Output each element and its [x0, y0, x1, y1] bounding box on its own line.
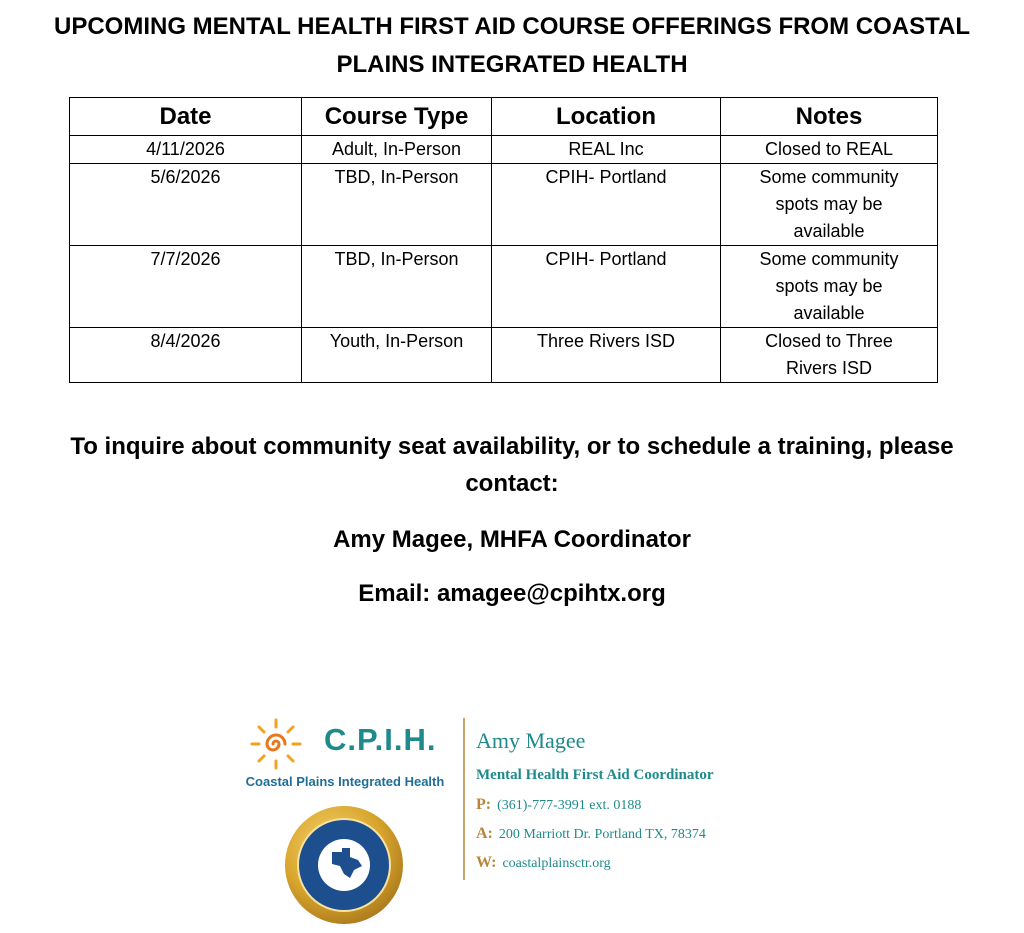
cpih-logo-text: C.P.I.H. — [324, 722, 437, 757]
cpih-logo-block — [236, 716, 454, 926]
cell-course-type: Youth, In-Person — [302, 328, 492, 383]
note-line: available — [793, 303, 865, 323]
cell-course-type: TBD, In-Person — [302, 246, 492, 328]
signature-contact — [476, 724, 713, 877]
coordinator-email[interactable]: Email: amagee@cpihtx.org — [358, 580, 666, 607]
signature-web — [476, 848, 713, 877]
header-notes: Notes — [721, 98, 938, 136]
ccbhc-seal-icon — [280, 804, 408, 926]
note-line: spots may be — [775, 276, 883, 296]
address-value: 200 Marriott Dr. Portland TX, 78374 — [498, 827, 706, 842]
sun-icon — [248, 716, 304, 772]
cpih-logo — [248, 716, 458, 772]
inquiry-line-1: To inquire about community seat availability, or to schedule a training, please — [70, 433, 954, 460]
cell-notes — [721, 328, 938, 383]
note-line: available — [793, 221, 865, 241]
cell-location: CPIH- Portland — [492, 246, 721, 328]
header-date: Date — [70, 98, 302, 136]
cell-course-type: TBD, In-Person — [302, 164, 492, 246]
coordinator-name: Amy Magee, MHFA Coordinator — [333, 526, 691, 553]
note-line: Closed to Three — [765, 331, 893, 351]
note-line: Some community — [759, 249, 899, 269]
cell-date: 4/11/2026 — [70, 136, 302, 164]
cell-date: 5/6/2026 — [70, 164, 302, 246]
header-location: Location — [492, 98, 721, 136]
signature-title: Mental Health First Aid Coordinator — [476, 767, 714, 783]
table-row — [70, 164, 938, 246]
cell-location: Three Rivers ISD — [492, 328, 721, 383]
note-line: Rivers ISD — [785, 358, 872, 378]
table-row — [70, 246, 938, 328]
inquiry-line-2: contact: — [465, 470, 559, 497]
note-line: spots may be — [775, 194, 883, 214]
note-line: Closed to REAL — [764, 139, 894, 159]
inquiry-text — [10, 428, 1014, 502]
page-title — [20, 8, 1004, 84]
signature-address — [476, 819, 713, 848]
org-name: Coastal Plains Integrated Health — [245, 774, 445, 789]
course-table — [69, 97, 938, 383]
cell-date: 7/7/2026 — [70, 246, 302, 328]
cell-notes — [721, 164, 938, 246]
signature-phone — [476, 790, 713, 819]
table-row — [70, 136, 938, 164]
cell-date: 8/4/2026 — [70, 328, 302, 383]
table-row — [70, 328, 938, 383]
phone-label: P: — [476, 796, 492, 813]
header-course-type: Course Type — [302, 98, 492, 136]
cell-notes — [721, 246, 938, 328]
cell-location: CPIH- Portland — [492, 164, 721, 246]
title-line-1: UPCOMING MENTAL HEALTH FIRST AID COURSE OFFERINGS FROM COASTAL — [54, 13, 970, 40]
phone-value[interactable]: (361)-777-3991 ext. 0188 — [497, 798, 642, 813]
cell-location: REAL Inc — [492, 136, 721, 164]
web-label: W: — [476, 854, 497, 871]
cell-course-type: Adult, In-Person — [302, 136, 492, 164]
signature-name: Amy Magee — [476, 728, 586, 753]
address-label: A: — [476, 825, 493, 842]
web-link[interactable]: coastalplainsctr.org — [502, 856, 611, 871]
note-line: Some community — [759, 167, 899, 187]
table-header-row — [70, 98, 938, 136]
signature-divider — [463, 718, 465, 880]
cell-notes — [721, 136, 938, 164]
title-line-2: PLAINS INTEGRATED HEALTH — [336, 51, 688, 78]
